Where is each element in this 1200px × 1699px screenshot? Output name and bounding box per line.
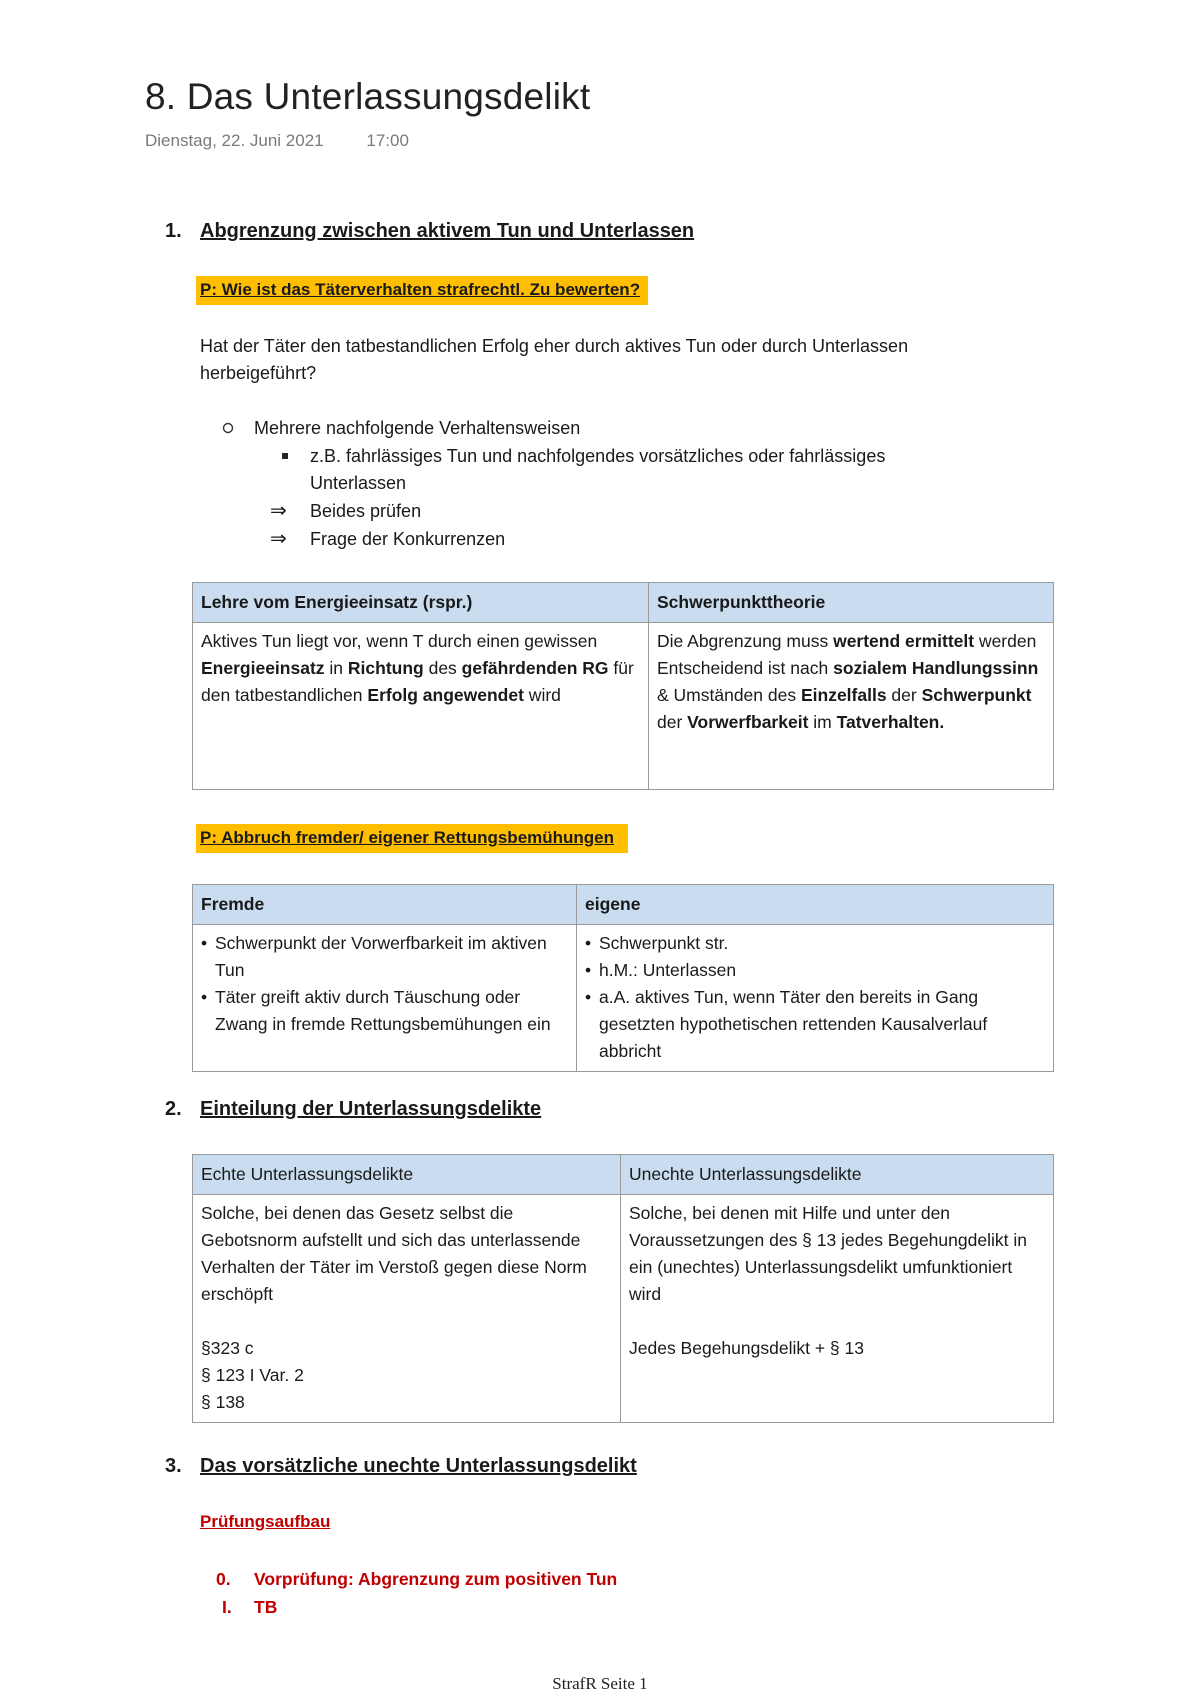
bullet-text: z.B. fahrlässiges Tun und nachfolgendes vorsätzliches oder fahrlässiges [310, 446, 886, 466]
page-title: 8. Das Unterlassungsdelikt [145, 76, 591, 117]
page-date: Dienstag, 22. Juni 2021 [145, 131, 324, 150]
bullet-text: Mehrere nachfolgende Verhaltensweisen [254, 418, 581, 438]
table-header-row [193, 1155, 1054, 1195]
table-header-cell: Echte Unterlassungsdelikte [193, 1155, 621, 1195]
question-line: Hat der Täter den tatbestandlichen Erfolg eher durch aktives Tun oder durch Unterlassen [200, 336, 909, 356]
problem-label: P: Wie ist das Täterverhalten strafrechtl. Zu bewerten? [196, 276, 648, 305]
norm-reference: § 138 [201, 1392, 245, 1412]
page-footer: StrafR Seite 1 [552, 1674, 648, 1693]
table-header-row [193, 885, 1054, 925]
problem-highlight-1 [196, 276, 648, 305]
section-number: 2. [165, 1098, 182, 1120]
pruefungsaufbau-heading: Prüfungsaufbau [200, 1512, 331, 1531]
list-item: I. TB [222, 1597, 278, 1617]
double-arrow-icon: ⇒ [270, 500, 287, 522]
list-item: 0. Vorprüfung: Abgrenzung zum positiven Tun [216, 1569, 618, 1589]
table-cell [193, 1195, 621, 1423]
section-1-heading [165, 220, 694, 243]
bullet-text: Unterlassen [310, 473, 407, 493]
square-bullet-icon [280, 443, 310, 497]
section-3-heading [165, 1455, 637, 1478]
table-cell [193, 925, 577, 1072]
table-cell: Die Abgrenzung muss wertend ermittelt werden Entscheidend ist nach sozialem Handlungssinn & Umständen des Einzelfalls der Schwerpunkt der Vorwerfbarkeit im Tatverhalten. [649, 623, 1054, 790]
arrow-text: Frage der Konkurrenzen [310, 529, 506, 549]
bullet-square-item [280, 443, 885, 497]
list-item: • Schwerpunkt str. [585, 930, 1046, 957]
section-title: Abgrenzung zwischen aktivem Tun und Unterlassen [200, 220, 695, 242]
table-abgrenzung-theorien [192, 582, 1054, 790]
table-header-cell: eigene [577, 885, 1054, 925]
norm-reference: § 123 I Var. 2 [201, 1365, 304, 1385]
circle-bullet-icon [222, 415, 254, 442]
list-item: • Täter greift aktiv durch Täuschung oder Zwang in fremde Rettungsbemühungen ein [201, 984, 569, 1038]
table-row [193, 1195, 1054, 1423]
norm-reference: Jedes Begehungsdelikt + § 13 [629, 1338, 864, 1358]
problem-label: P: Abbruch fremder/ eigener Rettungsbemühungen [196, 824, 628, 853]
table-header-cell: Fremde [193, 885, 577, 925]
section-2-heading [165, 1098, 541, 1121]
arrow-text: Beides prüfen [310, 501, 422, 521]
table-row [193, 925, 1054, 1072]
table-cell [621, 1195, 1054, 1423]
bullet-circle-item [222, 415, 580, 442]
section-number: 3. [165, 1455, 182, 1477]
norm-reference: §323 c [201, 1338, 254, 1358]
cell-text: Solche, bei denen mit Hilfe und unter den Voraussetzungen des § 13 jedes Begehungdelikt in ein (unechtes) Unterlassungsdelikt umfunktioniert wird [629, 1203, 1027, 1304]
list-item: • h.M.: Unterlassen [585, 957, 1046, 984]
question-line: herbeigeführt? [200, 363, 317, 383]
double-arrow-icon: ⇒ [270, 528, 287, 550]
page-meta [145, 131, 447, 151]
table-header-row [193, 583, 1054, 623]
table-rettungsbemuehungen [192, 884, 1054, 1072]
page-time: 17:00 [366, 131, 409, 150]
table-header-cell: Lehre vom Energieeinsatz (rspr.) [193, 583, 649, 623]
section-number: 1. [165, 220, 182, 242]
table-einteilung [192, 1154, 1054, 1423]
problem-highlight-2 [196, 824, 628, 853]
table-header-cell: Schwerpunkttheorie [649, 583, 1054, 623]
table-row [193, 623, 1054, 790]
list-item: • Schwerpunkt der Vorwerfbarkeit im aktiven Tun [201, 930, 569, 984]
section-title: Das vorsätzliche unechte Unterlassungsdelikt [200, 1455, 637, 1477]
table-cell: Aktives Tun liegt vor, wenn T durch einen gewissen Energieeinsatz in Richtung des gefährdenden RG für den tatbestandlichen Erfolg angewendet wird [193, 623, 649, 790]
arrow-item [270, 498, 421, 525]
list-item: • a.A. aktives Tun, wenn Täter den bereits in Gang gesetzten hypothetischen rettenden Kausalverlauf abbricht [585, 984, 1046, 1065]
arrow-item [270, 526, 505, 553]
pruefungsaufbau-list [216, 1565, 617, 1621]
question-paragraph [200, 333, 1080, 387]
table-cell [577, 925, 1054, 1072]
section-title: Einteilung der Unterlassungsdelikte [200, 1098, 542, 1120]
cell-text: Solche, bei denen das Gesetz selbst die Gebotsnorm aufstellt und sich das unterlassende Verhalten der Täter im Verstoß gegen diese Norm erschöpft [201, 1203, 587, 1304]
table-header-cell: Unechte Unterlassungsdelikte [621, 1155, 1054, 1195]
